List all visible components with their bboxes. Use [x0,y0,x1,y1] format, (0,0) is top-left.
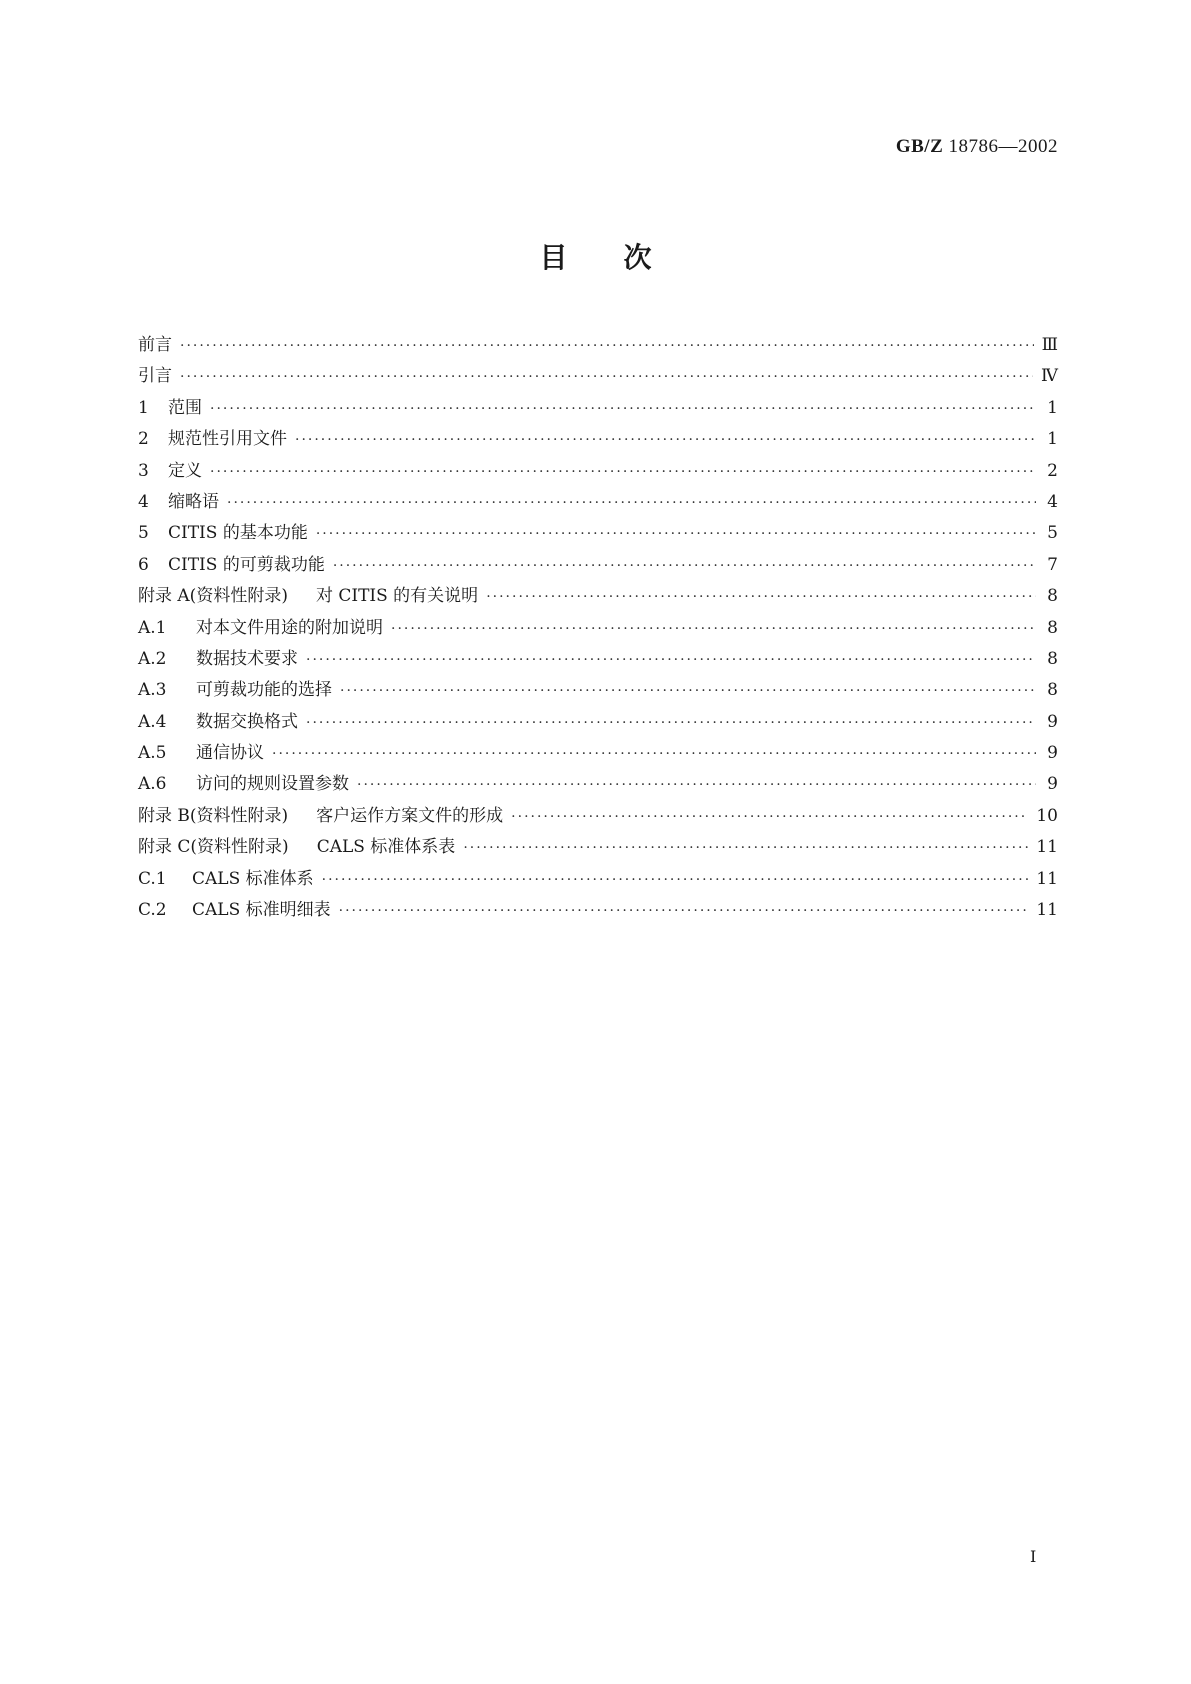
toc-label: 前言 [138,335,172,355]
toc-label: CALS 标准体系 [192,868,314,889]
toc-label: CITIS 的可剪裁功能 [168,554,325,575]
toc-entry[interactable] [138,864,1058,895]
toc-number: C.2 [138,900,167,921]
toc-leader-dots [295,432,1036,448]
toc-entry[interactable] [138,424,1058,455]
page-number: I [1030,1547,1037,1566]
toc-number: 6 [138,554,149,575]
toc-label: 客户运作方案文件的形成 [316,805,504,826]
toc-page: 5 [1047,523,1058,544]
toc-entry[interactable] [138,832,1058,863]
toc-page: 8 [1047,680,1058,701]
toc-leader-dots [306,715,1036,731]
toc-page: 8 [1047,617,1058,638]
toc-page: 8 [1047,648,1058,669]
toc-number: 附录 C(资料性附录) [138,837,289,858]
toc-page: Ⅲ [1041,335,1058,355]
toc-label: 数据技术要求 [196,648,298,669]
toc-page: Ⅳ [1041,366,1058,387]
toc-number: A.3 [138,680,167,701]
toc-entry[interactable] [138,393,1058,424]
toc-label: 通信协议 [196,743,264,764]
toc-entry[interactable] [138,895,1058,926]
toc-entry[interactable] [138,707,1058,738]
toc-leader-dots [227,495,1036,511]
toc-entry[interactable] [138,518,1058,549]
toc-leader-dots [511,809,1028,825]
page-title: 目次 [539,241,708,274]
toc-label: CITIS 的基本功能 [168,523,308,544]
toc-leader-dots [180,338,1034,354]
toc-number: A.1 [138,617,167,638]
toc-leader-dots [463,840,1028,856]
toc-number: C.1 [138,868,167,889]
toc-label: CALS 标准体系表 [316,837,456,858]
standard-prefix: GB/Z [895,136,944,157]
toc-leader-dots [340,683,1036,699]
standard-code [896,136,1058,158]
toc-leader-dots [391,621,1036,637]
toc-leader-dots [333,558,1036,574]
toc-entry[interactable] [138,738,1058,769]
toc-number: 附录 B(资料性附录) [138,805,289,826]
toc-page: 10 [1036,805,1058,826]
toc-label: 定义 [168,460,202,481]
toc-entry[interactable] [138,361,1058,392]
toc-page: 9 [1047,711,1058,732]
toc-leader-dots [210,464,1036,480]
toc-label: 引言 [138,366,172,387]
toc-page: 7 [1047,554,1058,575]
toc-leader-dots [339,903,1029,919]
toc-entry[interactable] [138,330,1058,361]
toc-leader-dots [316,526,1036,542]
toc-leader-dots [486,589,1036,605]
toc-number: 5 [138,523,149,544]
toc-entry[interactable] [138,644,1058,675]
toc-number: A.2 [138,648,167,669]
toc-page: 11 [1036,837,1058,858]
toc-leader-dots [306,652,1036,668]
toc-label: 数据交换格式 [196,711,298,732]
standard-number: 18786—2002 [948,136,1058,157]
toc-number: A.4 [138,711,167,732]
toc-number: 1 [138,397,149,418]
toc-label: CALS 标准明细表 [192,900,331,921]
toc-leader-dots [322,872,1029,888]
toc-entry[interactable] [138,456,1058,487]
toc-page: 8 [1047,586,1058,607]
toc-number: 2 [138,429,149,450]
toc-label: 缩略语 [168,491,219,512]
toc-number: 4 [138,491,149,512]
toc-page: 9 [1047,743,1058,764]
toc-entry[interactable] [138,487,1058,518]
toc-number: 3 [138,460,149,481]
toc-entry[interactable] [138,550,1058,581]
toc-number: 附录 A(资料性附录) [138,586,288,607]
toc-page: 2 [1047,460,1058,481]
toc-leader-dots [272,746,1036,762]
toc-number: A.6 [138,774,167,795]
toc-label: 规范性引用文件 [168,429,287,450]
toc-entry[interactable] [138,613,1058,644]
toc-label: 访问的规则设置参数 [196,774,349,795]
toc-entry[interactable] [138,769,1058,800]
toc-entry[interactable] [138,581,1058,612]
toc-leader-dots [210,401,1036,417]
toc-label: 对本文件用途的附加说明 [196,617,383,638]
toc-page: 4 [1047,491,1058,512]
table-of-contents [138,330,1058,926]
toc-page: 11 [1036,900,1058,921]
toc-page: 9 [1047,774,1058,795]
toc-entry[interactable] [138,675,1058,706]
toc-page: 1 [1047,397,1058,418]
toc-leader-dots [357,777,1036,793]
toc-number: A.5 [138,743,167,764]
toc-page: 1 [1047,429,1058,450]
toc-page: 11 [1036,868,1058,889]
toc-entry[interactable] [138,801,1058,832]
toc-label: 范围 [168,397,202,418]
toc-label: 可剪裁功能的选择 [196,680,332,701]
toc-label: 对 CITIS 的有关说明 [315,586,479,607]
toc-leader-dots [180,369,1033,385]
